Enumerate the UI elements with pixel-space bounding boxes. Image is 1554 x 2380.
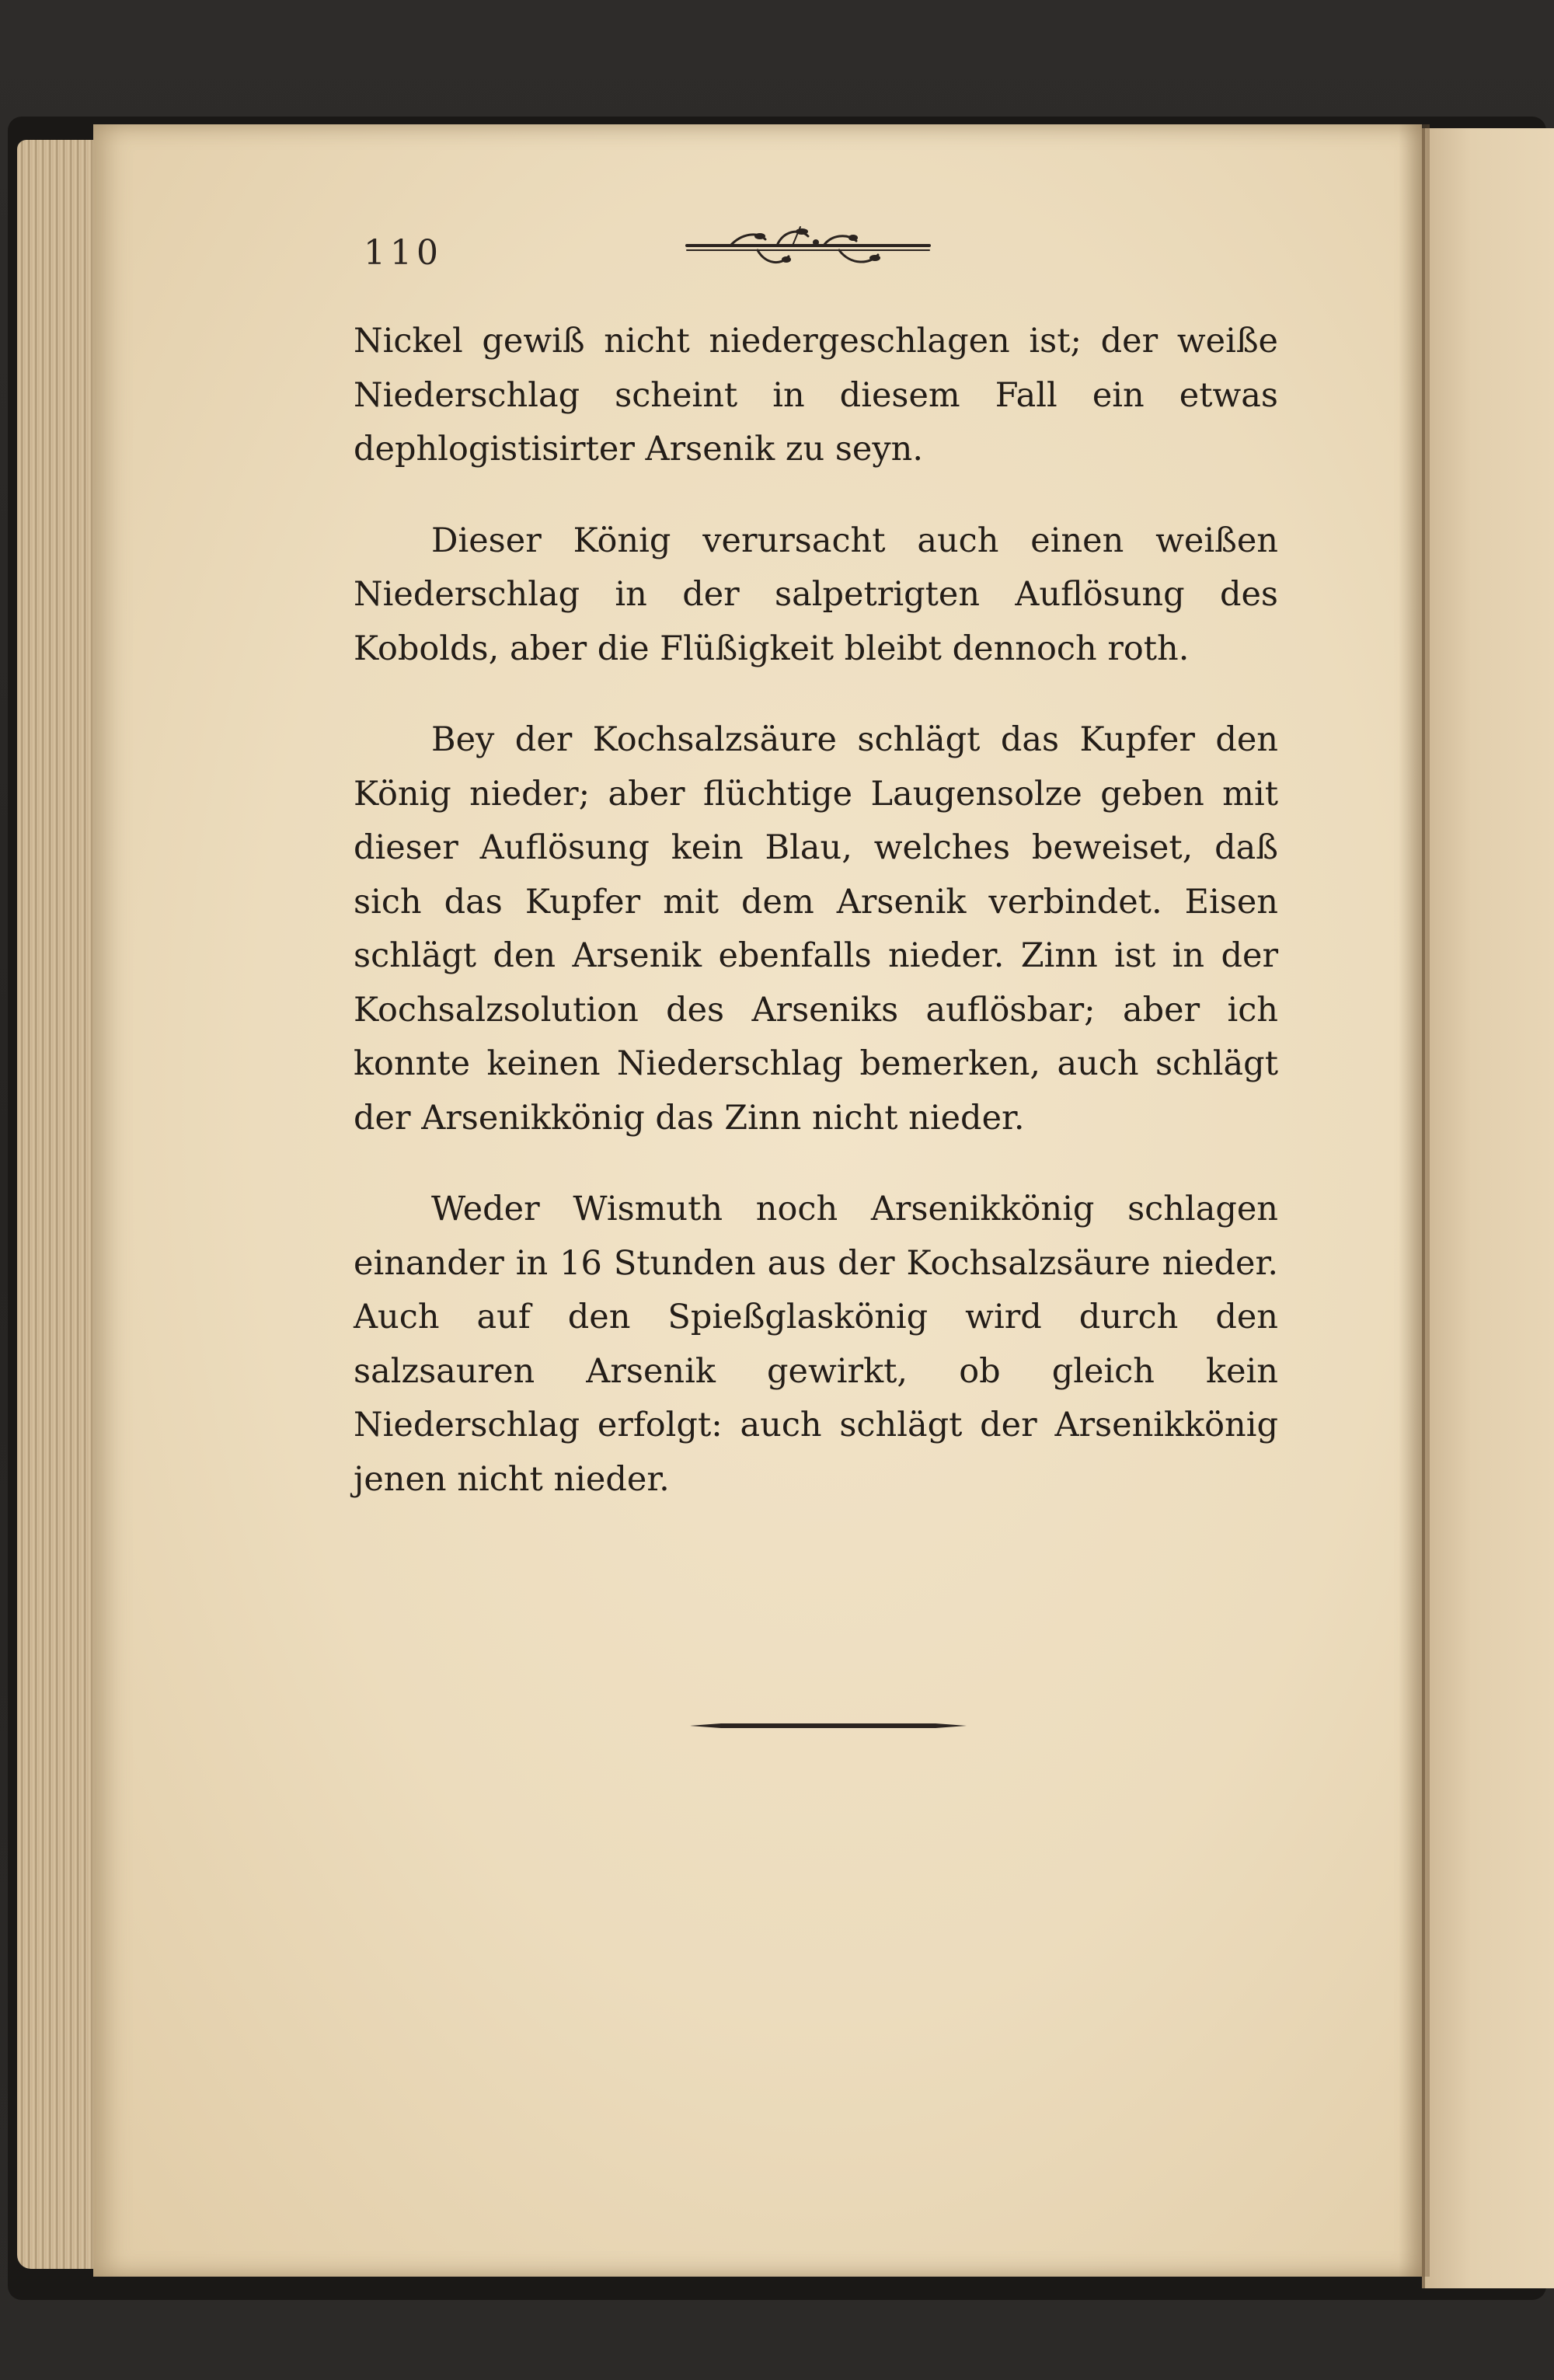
ornamental-vine-icon: [684, 219, 932, 274]
paragraph-1: Nickel gewiß nicht niedergeschlagen ist; der weiße Niederschlag scheint in diesem Fall ein etwas dephlogistisirter Arsenik zu seyn.: [354, 322, 1278, 469]
footer-rule: [690, 1721, 967, 1730]
body-text: [354, 315, 1278, 1507]
page-number: 110: [364, 233, 443, 273]
paragraph-3: Bey der Kochsalzsäure schlägt das Kupfer den König nieder; aber flüchtige Laugensolze geben mit dieser Auflösung kein Blau, welches beweiset, daß sich das Kupfer mit dem Arsenik verbindet. Eisen schlägt den Arsenik ebenfalls nieder. Zinn ist in der Kochsalzsolution des Arseniks auflösbar; aber ich konnte keinen Niederschlag bemerken, auch schlägt der Arsenikkönig das Zinn nicht nieder.: [354, 720, 1278, 1138]
paragraph-4: Weder Wismuth noch Arsenikkönig schlagen einander in 16 Stunden aus der Kochsalzsäure nieder. Auch auf den Spießglaskönig wird durch den salzsauren Arsenik gewirkt, ob gleich kein Niederschlag erfolgt: auch schlägt der Arsenikkönig jenen nicht nieder.: [354, 1190, 1278, 1499]
page-gutter: [1399, 124, 1430, 2277]
paragraph-2: Dieser König verursacht auch einen weißen Niederschlag in der salpetrigten Auflösung des Kobolds, aber die Flüßigkeit bleibt dennoch roth.: [354, 521, 1278, 668]
facing-page-edge: [1422, 128, 1554, 2288]
